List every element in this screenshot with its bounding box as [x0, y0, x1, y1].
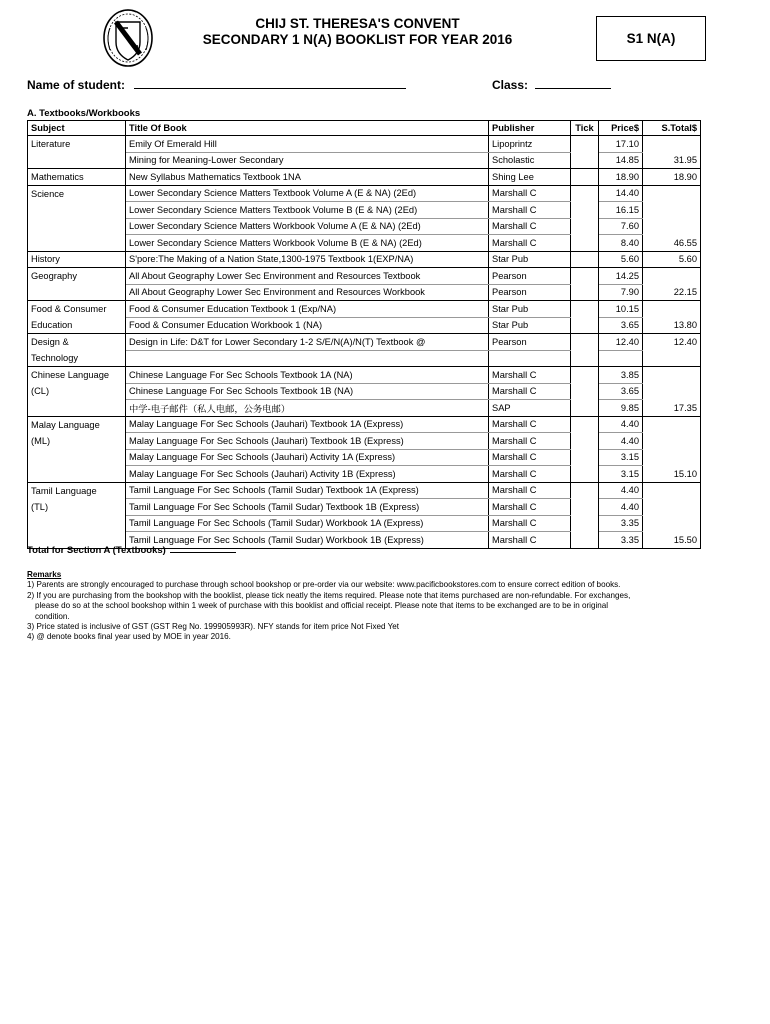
table-row [28, 383, 701, 400]
subject-cell: Food & Consumer [28, 301, 126, 318]
class-code-box [596, 16, 706, 61]
price-cell: 14.40 [599, 185, 643, 202]
book-title-cell: Tamil Language For Sec Schools (Tamil Sudar) Workbook 1B (Express) [126, 532, 489, 549]
table-row [28, 334, 701, 351]
tick-checkbox-cell[interactable] [571, 202, 599, 219]
school-name: CHIJ ST. THERESA'S CONVENT [255, 16, 460, 31]
price-cell: 5.60 [599, 251, 643, 268]
subtotal-cell: 22.15 [643, 284, 701, 301]
book-title-cell: Lower Secondary Science Matters Workbook Volume B (E & NA) (2Ed) [126, 235, 489, 252]
price-cell: 7.90 [599, 284, 643, 301]
subject-cell [28, 202, 126, 219]
tick-checkbox-cell[interactable] [571, 416, 599, 433]
publisher-cell: Marshall C [489, 218, 571, 235]
tick-checkbox-cell[interactable] [571, 218, 599, 235]
remark-4: 4) @ denote books final year used by MOE in year 2016. [27, 632, 231, 642]
tick-checkbox-cell[interactable] [571, 515, 599, 532]
tick-checkbox-cell[interactable] [571, 301, 599, 318]
tick-checkbox-cell[interactable] [571, 400, 599, 417]
subject-cell [28, 400, 126, 417]
publisher-cell: Lipoprintz [489, 136, 571, 153]
tick-checkbox-cell[interactable] [571, 268, 599, 285]
section-a-total[interactable] [27, 544, 236, 556]
subject-cell [28, 466, 126, 483]
book-title-cell: Lower Secondary Science Matters Textbook Volume A (E & NA) (2Ed) [126, 185, 489, 202]
tick-checkbox-cell[interactable] [571, 334, 599, 351]
publisher-cell: Marshall C [489, 383, 571, 400]
subject-cell: (CL) [28, 383, 126, 400]
col-subject: Subject [28, 121, 126, 136]
publisher-cell: Marshall C [489, 482, 571, 499]
subject-cell: Tamil Language [28, 482, 126, 499]
subtotal-cell [643, 136, 701, 153]
subject-cell: Design & [28, 334, 126, 351]
subtotal-cell [643, 515, 701, 532]
book-title-cell: New Syllabus Mathematics Textbook 1NA [126, 169, 489, 186]
subtotal-cell: 12.40 [643, 334, 701, 351]
tick-checkbox-cell[interactable] [571, 251, 599, 268]
book-title-cell: Chinese Language For Sec Schools Textbook 1A (NA) [126, 367, 489, 384]
col-tick: Tick [571, 121, 599, 136]
subtotal-cell [643, 499, 701, 516]
publisher-cell: Marshall C [489, 466, 571, 483]
price-cell: 8.40 [599, 235, 643, 252]
publisher-cell: Marshall C [489, 235, 571, 252]
tick-checkbox-cell[interactable] [571, 383, 599, 400]
subject-cell: Malay Language [28, 416, 126, 433]
price-cell: 4.40 [599, 416, 643, 433]
tick-checkbox-cell[interactable] [571, 466, 599, 483]
booklist-subtitle: SECONDARY 1 N(A) BOOKLIST FOR YEAR 2016 [202, 32, 513, 47]
remark-3: 3) Price stated is inclusive of GST (GST Reg No. 199905993R). NFY stands for item price Not Fixed Yet [27, 622, 400, 632]
remark-2-cont: please do so at the school bookshop within 1 week of purchase with this booklist and official receipt. Please note that items to be exchanged are to be in original [35, 601, 609, 611]
subtotal-cell: 15.50 [643, 532, 701, 549]
class-blank[interactable] [535, 78, 611, 89]
tick-checkbox-cell[interactable] [571, 152, 599, 169]
class-code: S1 N(A) [626, 31, 676, 46]
price-cell: 17.10 [599, 136, 643, 153]
subject-cell [28, 235, 126, 252]
book-title-cell: Emily Of Emerald Hill [126, 136, 489, 153]
publisher-cell: Pearson [489, 268, 571, 285]
book-title-cell: Food & Consumer Education Workbook 1 (NA) [126, 317, 489, 334]
price-cell: 9.85 [599, 400, 643, 417]
remark-2: 2) If you are purchasing from the bookshop with the booklist, please tick neatly the items required. Please note that items purchased are non-refundable. For exchanges, [27, 590, 631, 600]
book-title-cell: Tamil Language For Sec Schools (Tamil Sudar) Textbook 1A (Express) [126, 482, 489, 499]
book-title-cell: Lower Secondary Science Matters Textbook Volume B (E & NA) (2Ed) [126, 202, 489, 219]
publisher-cell: Marshall C [489, 499, 571, 516]
table-row [28, 367, 701, 384]
price-cell: 12.40 [599, 334, 643, 351]
publisher-cell: Star Pub [489, 317, 571, 334]
table-row [28, 466, 701, 483]
subtotal-cell: 46.55 [643, 235, 701, 252]
book-title-cell: Mining for Meaning-Lower Secondary [126, 152, 489, 169]
publisher-cell: SAP [489, 400, 571, 417]
price-cell: 18.90 [599, 169, 643, 186]
table-row [28, 251, 701, 268]
price-cell: 3.65 [599, 317, 643, 334]
school-crest-logo [102, 8, 154, 68]
book-title-cell: Malay Language For Sec Schools (Jauhari) Textbook 1A (Express) [126, 416, 489, 433]
publisher-cell: Scholastic [489, 152, 571, 169]
publisher-cell: Marshall C [489, 449, 571, 466]
publisher-cell: Marshall C [489, 532, 571, 549]
subtotal-cell [643, 185, 701, 202]
subtotal-cell [643, 383, 701, 400]
subtotal-cell: 18.90 [643, 169, 701, 186]
col-title: Title Of Book [126, 121, 489, 136]
book-title-cell: S'pore:The Making of a Nation State,1300-1975 Textbook 1(EXP/NA) [126, 251, 489, 268]
subtotal-cell [643, 218, 701, 235]
subtotal-cell [643, 367, 701, 384]
table-row [28, 284, 701, 301]
book-title-cell: 中学-电子邮件（私人电邮，公务电邮） [126, 400, 489, 417]
subtotal-cell [643, 350, 701, 367]
publisher-cell: Marshall C [489, 515, 571, 532]
student-name-label: Name of student: [27, 78, 126, 92]
price-cell [599, 350, 643, 367]
publisher-cell: Star Pub [489, 301, 571, 318]
price-cell: 3.15 [599, 466, 643, 483]
price-cell: 14.85 [599, 152, 643, 169]
subject-cell [28, 449, 126, 466]
table-row [28, 235, 701, 252]
subtotal-cell [643, 449, 701, 466]
textbook-table [27, 120, 701, 549]
subject-cell: Education [28, 317, 126, 334]
price-cell: 3.65 [599, 383, 643, 400]
price-cell: 4.40 [599, 482, 643, 499]
price-cell: 3.35 [599, 515, 643, 532]
table-row [28, 152, 701, 169]
tick-checkbox-cell[interactable] [571, 449, 599, 466]
subject-cell: Mathematics [28, 169, 126, 186]
table-header-row [28, 121, 701, 136]
table-row [28, 350, 701, 367]
subject-cell: Literature [28, 136, 126, 153]
price-cell: 16.15 [599, 202, 643, 219]
subtotal-cell [643, 268, 701, 285]
subject-cell [28, 152, 126, 169]
class-field[interactable] [492, 78, 611, 92]
publisher-cell: Pearson [489, 284, 571, 301]
student-name-blank[interactable] [134, 78, 406, 89]
publisher-cell: Marshall C [489, 367, 571, 384]
price-cell: 3.85 [599, 367, 643, 384]
table-row [28, 202, 701, 219]
table-row [28, 136, 701, 153]
subtotal-cell [643, 202, 701, 219]
remark-1: 1) Parents are strongly encouraged to purchase through school bookshop or pre-order via our website: www.pacificbookstores.com to ensure correct edition of books. [27, 580, 621, 590]
table-row [28, 218, 701, 235]
subtotal-cell: 5.60 [643, 251, 701, 268]
col-publisher: Publisher [489, 121, 571, 136]
tick-checkbox-cell[interactable] [571, 136, 599, 153]
book-title-cell: All About Geography Lower Sec Environment and Resources Workbook [126, 284, 489, 301]
book-title-cell: Tamil Language For Sec Schools (Tamil Sudar) Textbook 1B (Express) [126, 499, 489, 516]
book-title-cell: Tamil Language For Sec Schools (Tamil Sudar) Workbook 1A (Express) [126, 515, 489, 532]
book-title-cell [126, 350, 489, 367]
publisher-cell: Star Pub [489, 251, 571, 268]
price-cell: 7.60 [599, 218, 643, 235]
table-row [28, 301, 701, 318]
price-cell: 3.35 [599, 532, 643, 549]
publisher-cell: Marshall C [489, 202, 571, 219]
subtotal-cell [643, 416, 701, 433]
subject-cell [28, 284, 126, 301]
publisher-cell: Marshall C [489, 416, 571, 433]
tick-checkbox-cell[interactable] [571, 284, 599, 301]
price-cell: 14.25 [599, 268, 643, 285]
tick-checkbox-cell[interactable] [571, 317, 599, 334]
price-cell: 10.15 [599, 301, 643, 318]
tick-checkbox-cell[interactable] [571, 482, 599, 499]
book-title-cell: Malay Language For Sec Schools (Jauhari) Textbook 1B (Express) [126, 433, 489, 450]
table-row [28, 515, 701, 532]
subject-cell: Science [28, 185, 126, 202]
subject-cell: Technology [28, 350, 126, 367]
subject-cell: History [28, 251, 126, 268]
tick-checkbox-cell[interactable] [571, 169, 599, 186]
publisher-cell: Marshall C [489, 433, 571, 450]
col-subtotal: S.Total$ [643, 121, 701, 136]
book-title-cell: Food & Consumer Education Textbook 1 (Exp/NA) [126, 301, 489, 318]
price-cell: 4.40 [599, 433, 643, 450]
tick-checkbox-cell[interactable] [571, 367, 599, 384]
table-row [28, 268, 701, 285]
publisher-cell: Marshall C [489, 185, 571, 202]
table-row [28, 449, 701, 466]
subject-cell: Chinese Language [28, 367, 126, 384]
table-body [28, 136, 701, 549]
subtotal-cell: 17.35 [643, 400, 701, 417]
document-title [150, 16, 565, 48]
book-title-cell: Lower Secondary Science Matters Workbook Volume A (E & NA) (2Ed) [126, 218, 489, 235]
subtotal-cell: 13.80 [643, 317, 701, 334]
remarks-heading: Remarks [27, 570, 62, 579]
subtotal-cell: 15.10 [643, 466, 701, 483]
book-title-cell: Chinese Language For Sec Schools Textbook 1B (NA) [126, 383, 489, 400]
subtotal-cell [643, 482, 701, 499]
book-title-cell: Malay Language For Sec Schools (Jauhari) Activity 1A (Express) [126, 449, 489, 466]
subject-cell: (TL) [28, 499, 126, 516]
subject-cell: (ML) [28, 433, 126, 450]
publisher-cell: Pearson [489, 334, 571, 351]
table-row [28, 499, 701, 516]
price-cell: 3.15 [599, 449, 643, 466]
remark-2-cont-end: condition. [35, 611, 70, 621]
book-title-cell: Malay Language For Sec Schools (Jauhari) Activity 1B (Express) [126, 466, 489, 483]
subject-cell: Geography [28, 268, 126, 285]
col-price: Price$ [599, 121, 643, 136]
remarks-block [27, 570, 707, 643]
table-row [28, 317, 701, 334]
section-a-total-label: Total for Section A (Textbooks) [27, 545, 166, 556]
student-name-field[interactable] [27, 78, 406, 92]
subtotal-cell [643, 433, 701, 450]
tick-checkbox-cell[interactable] [571, 235, 599, 252]
class-label: Class: [492, 78, 529, 92]
subject-cell [28, 218, 126, 235]
subject-cell [28, 515, 126, 532]
tick-checkbox-cell[interactable] [571, 532, 599, 549]
section-a-total-blank[interactable] [170, 544, 236, 553]
table-row [28, 400, 701, 417]
table-row [28, 482, 701, 499]
table-row [28, 433, 701, 450]
table-row [28, 169, 701, 186]
book-title-cell: All About Geography Lower Sec Environment and Resources Textbook [126, 268, 489, 285]
section-a-title: A. Textbooks/Workbooks [27, 108, 141, 119]
table-row [28, 185, 701, 202]
book-title-cell: Design in Life: D&T for Lower Secondary 1-2 S/E/N(A)/N(T) Textbook @ [126, 334, 489, 351]
tick-checkbox-cell[interactable] [571, 433, 599, 450]
tick-checkbox-cell[interactable] [571, 185, 599, 202]
publisher-cell: Shing Lee [489, 169, 571, 186]
tick-checkbox-cell[interactable] [571, 350, 599, 367]
table-row [28, 416, 701, 433]
tick-checkbox-cell[interactable] [571, 499, 599, 516]
publisher-cell [489, 350, 571, 367]
subtotal-cell [643, 301, 701, 318]
subtotal-cell: 31.95 [643, 152, 701, 169]
price-cell: 4.40 [599, 499, 643, 516]
